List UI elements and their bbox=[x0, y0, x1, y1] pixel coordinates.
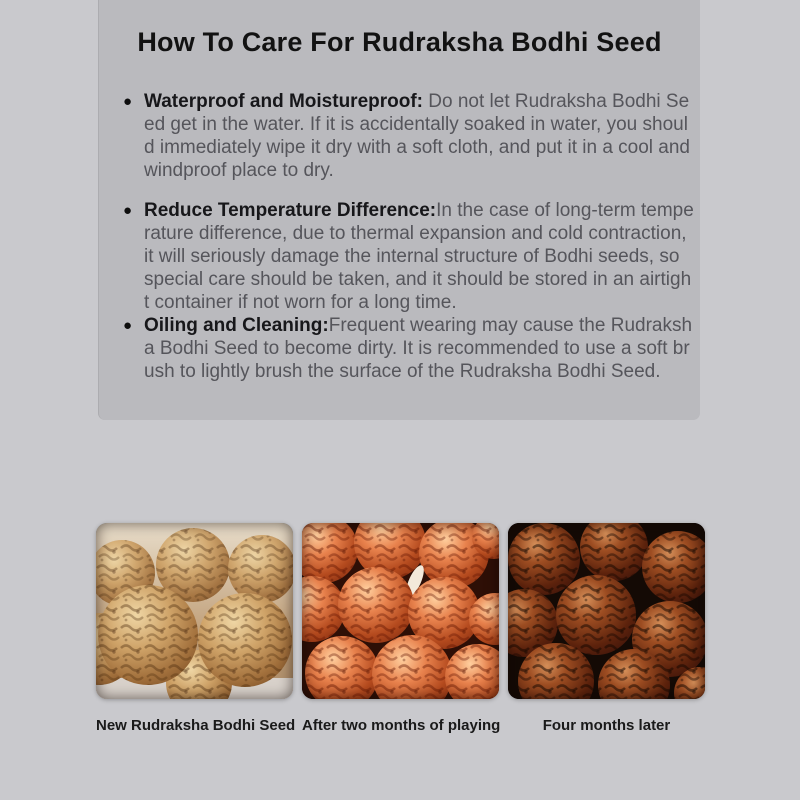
care-item-temperature bbox=[123, 199, 694, 314]
photo-new-rudraksha bbox=[96, 523, 293, 699]
care-item-text bbox=[144, 90, 694, 182]
care-item-waterproof bbox=[123, 90, 694, 182]
care-item-body: Do not let Rudraksha Bodhi Seed get in the water. If it is accidentally soaked in water, you should immediately wipe it dry with a soft cloth, and put it in a cool and windproof place to dry. bbox=[144, 91, 690, 181]
photo-after-two-months bbox=[302, 523, 499, 699]
care-item-body: In the case of long-term temperature difference, due to thermal expansion and cold contraction, it will seriously damage the internal structure of Bodhi seeds, so special care should be taken, and it should be stored in an airtight container if not worn for a long time. bbox=[144, 200, 694, 313]
care-instructions-panel bbox=[98, 0, 700, 420]
seeds-illustration-new bbox=[96, 523, 293, 699]
bullet-icon: ● bbox=[123, 93, 133, 110]
timeline-item-four-months bbox=[508, 523, 705, 734]
care-item-body: Frequent wearing may cause the Rudraksha Bodhi Seed to become dirty. It is recommended to use a soft brush to lightly brush the surface of the Rudraksha Bodhi Seed. bbox=[144, 315, 693, 382]
care-item-text bbox=[144, 199, 694, 314]
care-item-label: Reduce Temperature Difference: bbox=[144, 200, 437, 221]
photo-four-months-later bbox=[508, 523, 705, 699]
care-item-label: Oiling and Cleaning: bbox=[144, 315, 329, 336]
aging-timeline bbox=[96, 523, 705, 734]
page-title: How To Care For Rudraksha Bodhi Seed bbox=[137, 27, 662, 57]
seeds-illustration-four-months bbox=[508, 523, 705, 699]
timeline-item-two-months bbox=[302, 523, 499, 734]
seeds-illustration-two-months bbox=[302, 523, 499, 699]
timeline-item-new bbox=[96, 523, 296, 734]
care-list bbox=[123, 90, 694, 383]
care-item-label: Waterproof and Moistureproof: bbox=[144, 91, 423, 112]
photo-caption-new: New Rudraksha Bodhi Seed bbox=[96, 717, 296, 734]
photo-caption-two-months: After two months of playing bbox=[302, 717, 501, 734]
care-item-oiling bbox=[123, 314, 694, 383]
bullet-icon: ● bbox=[123, 202, 133, 219]
care-item-text bbox=[144, 314, 694, 383]
photo-caption-four-months: Four months later bbox=[542, 717, 671, 734]
bullet-icon: ● bbox=[123, 317, 133, 334]
